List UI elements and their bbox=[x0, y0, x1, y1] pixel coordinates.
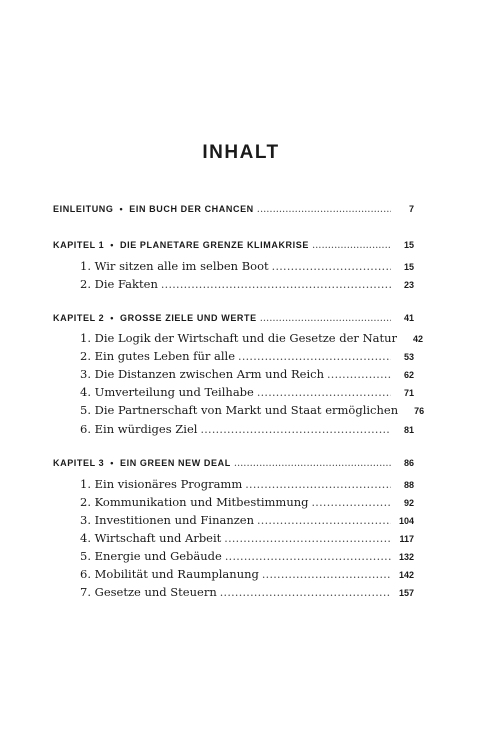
entry-title: 4. Wirtschaft und Arbeit bbox=[80, 531, 222, 545]
toc-heading-kapitel-2[interactable] bbox=[53, 313, 414, 331]
entry-title: 4. Umverteilung und Teilhabe bbox=[80, 385, 254, 399]
page-number: 15 bbox=[403, 240, 414, 250]
page-number: 132 bbox=[398, 552, 414, 562]
page-number: 81 bbox=[403, 425, 414, 435]
bullet-icon: • bbox=[110, 458, 115, 468]
toc-entry[interactable] bbox=[53, 495, 414, 513]
heading-prefix: KAPITEL 3 bbox=[53, 458, 105, 468]
dot-leader bbox=[161, 278, 391, 291]
toc-entry[interactable] bbox=[53, 531, 414, 549]
entry-title: 7. Gesetze und Steuern bbox=[80, 585, 217, 599]
dot-leader bbox=[257, 204, 391, 215]
page-number: 41 bbox=[403, 313, 414, 323]
entry-title: 6. Ein würdiges Ziel bbox=[80, 422, 198, 436]
entry-title: 3. Die Distanzen zwischen Arm und Reich bbox=[80, 367, 324, 381]
dot-leader bbox=[327, 368, 391, 381]
toc-entry[interactable] bbox=[53, 403, 425, 421]
dot-leader bbox=[220, 586, 391, 599]
dot-leader bbox=[257, 514, 391, 527]
heading-prefix: EINLEITUNG bbox=[53, 204, 114, 214]
toc-heading-einleitung[interactable] bbox=[53, 204, 414, 222]
entry-title: 1. Ein visionäres Programm bbox=[80, 477, 243, 491]
page-number: 15 bbox=[403, 262, 414, 272]
toc-entry[interactable] bbox=[53, 513, 414, 531]
heading-title: EIN GREEN NEW DEAL bbox=[120, 458, 231, 468]
dot-leader bbox=[200, 423, 391, 436]
heading-title: GROSSE ZIELE UND WERTE bbox=[120, 313, 257, 323]
dot-leader bbox=[272, 260, 391, 273]
entry-title: 3. Investitionen und Finanzen bbox=[80, 513, 255, 527]
bullet-icon: • bbox=[110, 240, 115, 250]
entry-title: 6. Mobilität und Raumplanung bbox=[80, 567, 259, 581]
entry-title: 2. Ein gutes Leben für alle bbox=[80, 349, 236, 363]
bullet-icon: • bbox=[119, 204, 124, 214]
entry-title: 2. Kommunikation und Mitbestimmung bbox=[80, 495, 309, 509]
page-number: 157 bbox=[398, 588, 414, 598]
entry-title: 1. Wir sitzen alle im selben Boot bbox=[80, 259, 269, 273]
page-title: INHALT bbox=[202, 142, 280, 163]
heading-prefix: KAPITEL 2 bbox=[53, 313, 105, 323]
dot-leader bbox=[260, 313, 391, 324]
toc-entry[interactable] bbox=[53, 349, 414, 367]
dot-leader bbox=[312, 496, 391, 509]
toc-entry[interactable] bbox=[53, 477, 414, 495]
page-number: 88 bbox=[403, 480, 414, 490]
heading-prefix: KAPITEL 1 bbox=[53, 240, 105, 250]
page-number: 76 bbox=[414, 406, 425, 416]
heading-title: DIE PLANETARE GRENZE KLIMAKRISE bbox=[120, 240, 309, 250]
page-number: 104 bbox=[398, 516, 414, 526]
page-number: 62 bbox=[403, 370, 414, 380]
dot-leader bbox=[262, 568, 391, 581]
toc-entry[interactable] bbox=[53, 331, 424, 349]
dot-leader bbox=[224, 532, 391, 545]
page-number: 42 bbox=[413, 334, 424, 344]
page-number: 23 bbox=[403, 280, 414, 290]
entry-title: 5. Die Partnerschaft von Markt und Staat ermöglichen bbox=[80, 403, 399, 417]
toc-entry[interactable] bbox=[53, 422, 414, 440]
dot-leader bbox=[225, 550, 391, 563]
dot-leader bbox=[312, 240, 391, 251]
toc-heading-kapitel-3[interactable] bbox=[53, 458, 414, 476]
dot-leader bbox=[234, 458, 391, 469]
page-number: 53 bbox=[403, 352, 414, 362]
dot-leader bbox=[238, 350, 391, 363]
page-number: 92 bbox=[403, 498, 414, 508]
toc-entry[interactable] bbox=[53, 367, 414, 385]
heading-title: EIN BUCH DER CHANCEN bbox=[129, 204, 254, 214]
toc-entry[interactable] bbox=[53, 385, 414, 403]
toc-entry[interactable] bbox=[53, 585, 414, 603]
page-number: 142 bbox=[398, 570, 414, 580]
entry-title: 5. Energie und Gebäude bbox=[80, 549, 222, 563]
entry-title: 2. Die Fakten bbox=[80, 277, 158, 291]
dot-leader bbox=[245, 478, 391, 491]
entry-title: 1. Die Logik der Wirtschaft und die Gesetze der Natur bbox=[80, 331, 398, 345]
dot-leader bbox=[257, 386, 391, 399]
toc-entry[interactable] bbox=[53, 277, 414, 295]
page-number: 86 bbox=[403, 458, 414, 468]
toc-heading-kapitel-1[interactable] bbox=[53, 240, 414, 258]
toc-entry[interactable] bbox=[53, 259, 414, 277]
toc-entry[interactable] bbox=[53, 567, 414, 585]
toc-entry[interactable] bbox=[53, 549, 414, 567]
page-number: 7 bbox=[408, 204, 414, 214]
page-number: 71 bbox=[403, 388, 414, 398]
page-number: 117 bbox=[399, 534, 414, 544]
bullet-icon: • bbox=[110, 313, 115, 323]
